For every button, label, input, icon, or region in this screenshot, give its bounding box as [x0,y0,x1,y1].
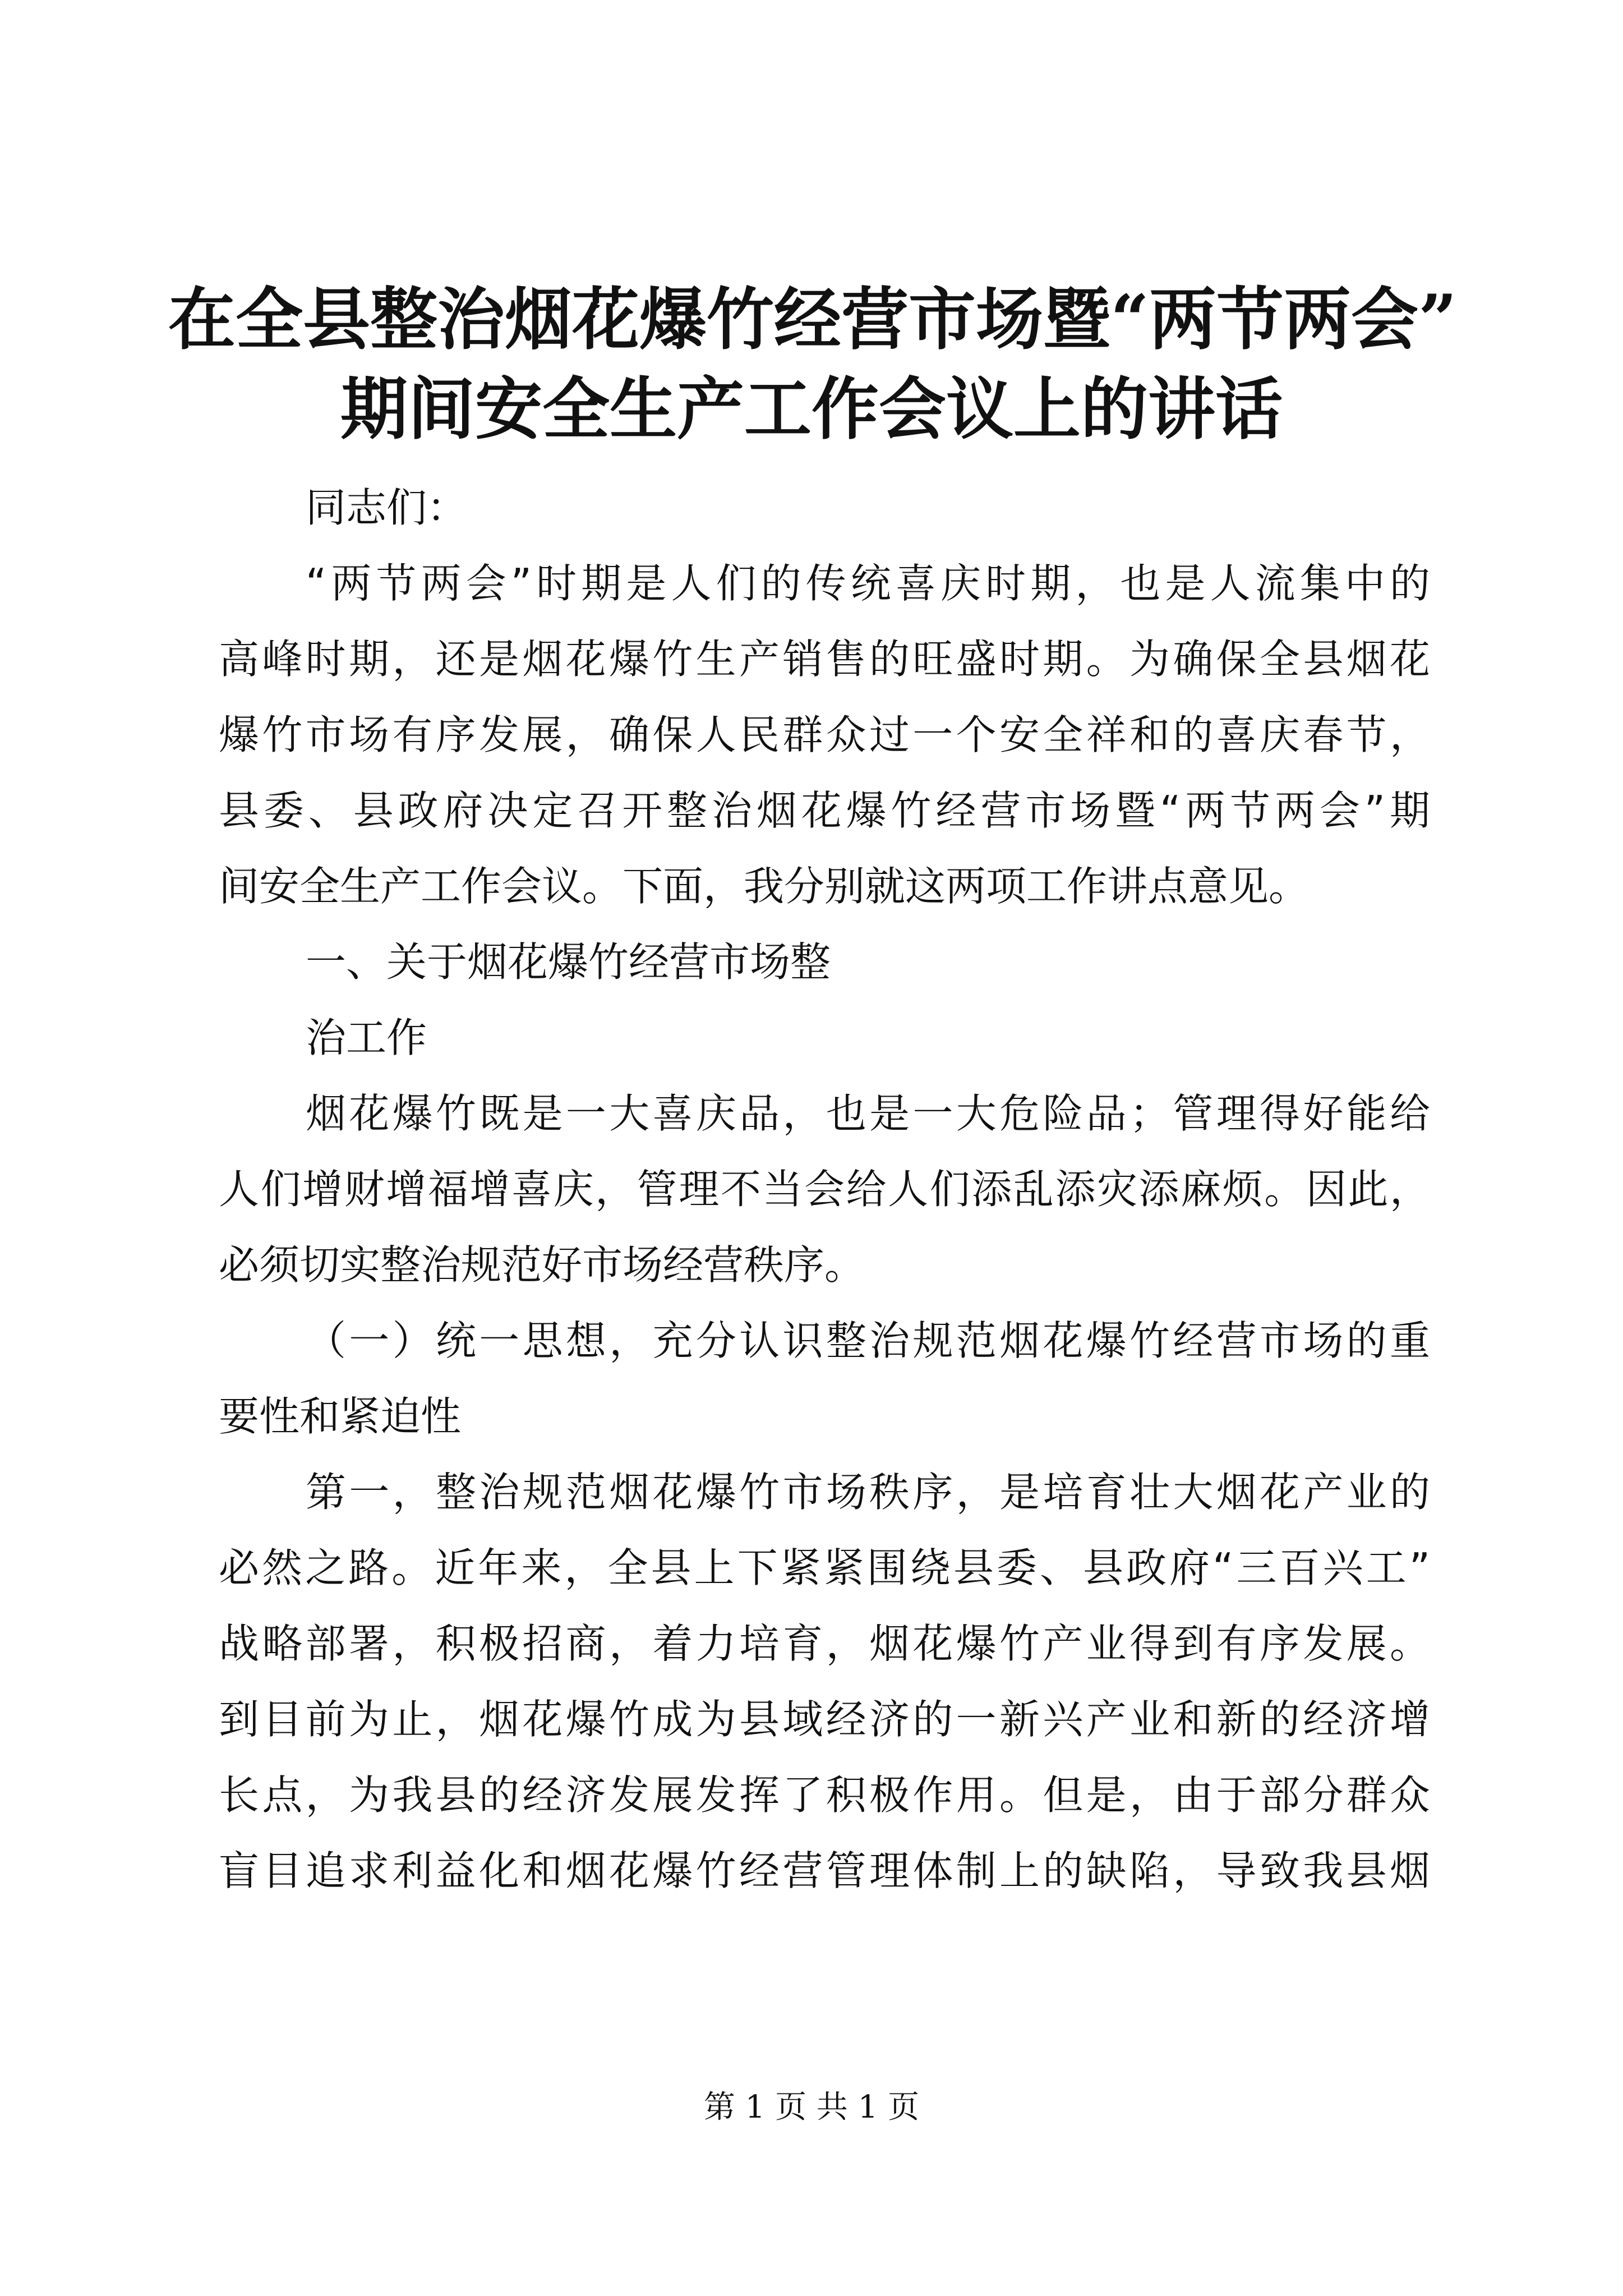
body-line: 必然之路。近年来，全县上下紧紧围绕县委、县政府“三百兴工” [219,1544,1430,1591]
body-line: 第一，整治规范烟花爆竹市场秩序，是培育壮大烟花产业的 [306,1469,1430,1516]
body-line: 到目前为止，烟花爆竹成为县域经济的一新兴产业和新的经济增 [219,1696,1430,1743]
body-line: 烟花爆竹既是一大喜庆品，也是一大危险品；管理得好能给 [306,1090,1430,1137]
body-line: 高峰时期，还是烟花爆竹生产销售的旺盛时期。为确保全县烟花 [219,636,1430,683]
body-line: 长点，为我县的经济发展发挥了积极作用。但是，由于部分群众 [219,1772,1430,1819]
page-number-footer: 第 1 页 共 1 页 [703,2089,920,2125]
body-line: 间安全生产工作会议。下面，我分别就这两项工作讲点意见。 [219,863,1310,910]
subsection-heading-continued: 要性和紧迫性 [219,1393,462,1440]
body-line: 县委、县政府决定召开整治烟花爆竹经营市场暨“两节两会”期 [219,787,1430,834]
salutation: 同志们： [306,484,468,531]
section-heading: 一、关于烟花爆竹经营市场整 [306,938,831,986]
section-heading-continued: 治工作 [306,1014,427,1061]
body-line: 爆竹市场有序发展，确保人民群众过一个安全祥和的喜庆春节， [219,711,1430,758]
body-line: 必须切实整治规范好市场经营秩序。 [219,1241,865,1289]
title-line-2: 期间安全生产工作会议上的讲话 [340,370,1283,449]
subsection-heading: （一）统一思想，充分认识整治规范烟花爆竹经营市场的重 [306,1317,1430,1364]
body-line: “两节两会”时期是人们的传统喜庆时期，也是人流集中的 [306,560,1430,607]
title-line-1: 在全县整治烟花爆竹经营市场暨“两节两会” [168,280,1458,359]
body-line: 人们增财增福增喜庆，管理不当会给人们添乱添灾添麻烦。因此， [219,1166,1430,1213]
body-line: 盲目追求利益化和烟花爆竹经营管理体制上的缺陷，导致我县烟 [219,1847,1430,1894]
body-line: 战略部署，积极招商，着力培育，烟花爆竹产业得到有序发展。 [219,1620,1430,1667]
